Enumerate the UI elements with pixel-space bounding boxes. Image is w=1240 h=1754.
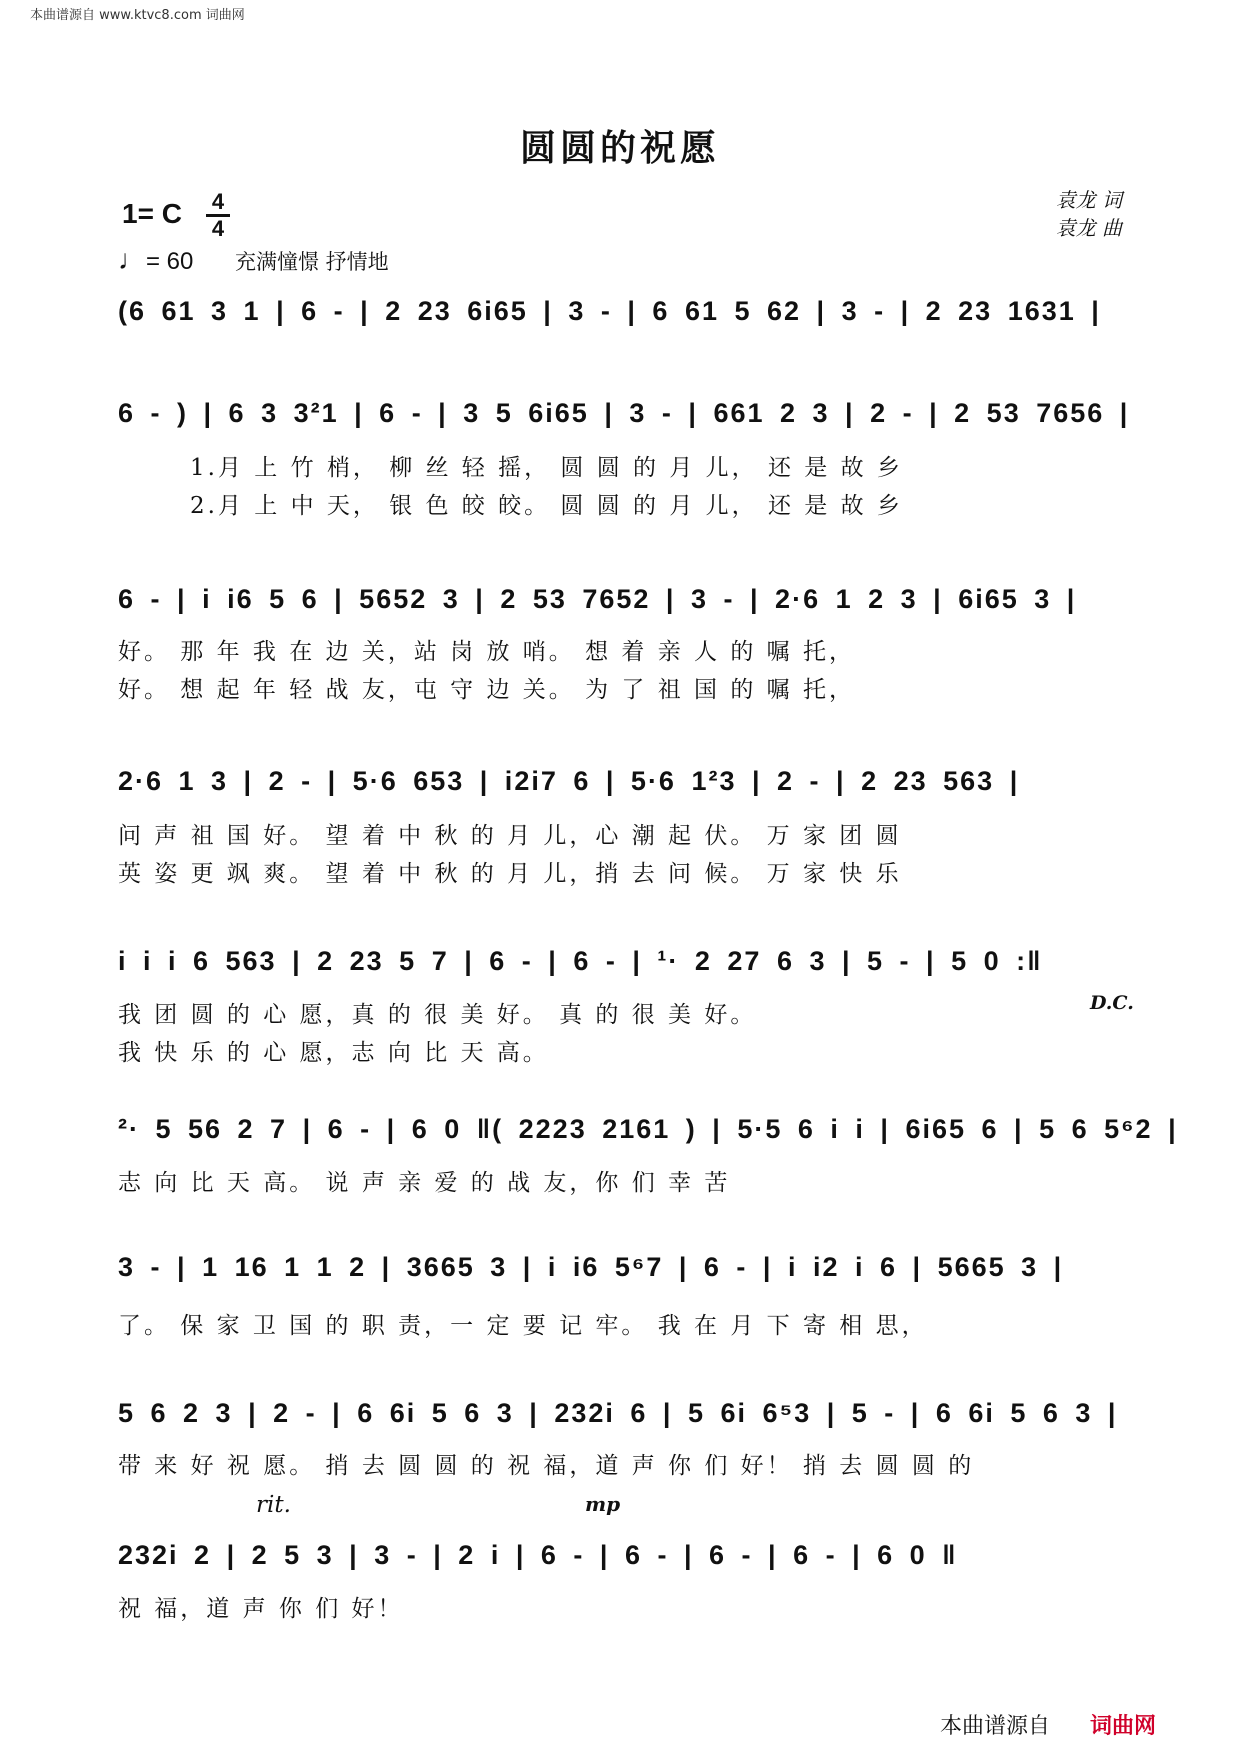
tempo-marking [118, 244, 193, 276]
score-line-3: 6 - | i i6 5 6 | 5652 3 | 2 53 7652 | 3 - | 2·6 1 2 3 | 6i65 3 | [118, 584, 1077, 614]
score-line-7: 3 - | 1 16 1 1 2 | 3665 3 | i i6 5⁶7 | 6 - | i i2 i 6 | 5665 3 | [118, 1252, 1064, 1282]
score-line-2: 6 - ) | 6 3 3²1 | 6 - | 3 5 6i65 | 3 - | 661 2 3 | 2 - | 2 53 7656 | [118, 398, 1130, 428]
score-line-5: i i i 6 563 | 2 23 5 7 | 6 - | 6 - | ¹· 2 27 6 3 | 5 - | 5 0 :‖ [118, 946, 1043, 976]
score-line-8: 5 6 2 3 | 2 - | 6 6i 5 6 3 | 232i 6 | 5 6i 6⁵3 | 5 - | 6 6i 5 6 3 | [118, 1398, 1118, 1428]
score-line-6: ²· 5 56 2 7 | 6 - | 6 0 ‖( 2223 2161 ) | 5·5 6 i i | 6i65 6 | 5 6 5⁶2 | [118, 1114, 1178, 1144]
rit-marking: rit. [256, 1492, 291, 1518]
dc-marking: D.C. [1090, 992, 1134, 1014]
lyric-line-5-verse-1: 我 团 圆 的 心 愿，真 的 很 美 好。 真 的 很 美 好。 [118, 1002, 757, 1028]
lyric-line-3-verse-2: 好。 想 起 年 轻 战 友，屯 守 边 关。 为 了 祖 国 的 嘱 托， [118, 677, 855, 703]
lyric-line-3-verse-1: 好。 那 年 我 在 边 关，站 岗 放 哨。 想 着 亲 人 的 嘱 托， [118, 639, 855, 665]
source-header: 本曲谱源自 www.ktvc8.com 词曲网 [30, 8, 245, 23]
lyric-line-5-verse-2: 我 快 乐 的 心 愿，志 向 比 天 高。 [118, 1040, 549, 1066]
lyric-line-4-verse-2: 英 姿 更 飒 爽。 望 着 中 秋 的 月 儿，捎 去 问 候。 万 家 快 乐 [118, 861, 902, 887]
time-signature-top: 4 [211, 189, 225, 214]
song-title: 圆圆的祝愿 [519, 127, 720, 169]
lyric-line-2-verse-1: 1.月 上 竹 梢， 柳 丝 轻 摇， 圆 圆 的 月 儿， 还 是 故 乡 [190, 455, 903, 481]
dynamic-mp-marking: mp [585, 1492, 621, 1516]
lyric-line-4-verse-1: 问 声 祖 国 好。 望 着 中 秋 的 月 儿，心 潮 起 伏。 万 家 团 圆 [118, 823, 902, 849]
composer-credit: 袁龙 曲 [1055, 216, 1122, 240]
footer-site-logo[interactable]: 词曲网 [1089, 1714, 1156, 1739]
quarter-note-icon: ♩ [118, 244, 146, 275]
time-signature [204, 190, 232, 241]
score-line-9: 232i 2 | 2 5 3 | 3 - | 2 i | 6 - | 6 - | 6 - | 6 - | 6 0 ‖ [118, 1540, 958, 1570]
lyric-line-2-verse-2: 2.月 上 中 天， 银 色 皎 皎。 圆 圆 的 月 儿， 还 是 故 乡 [190, 493, 903, 519]
time-signature-bottom: 4 [211, 216, 225, 241]
lyric-line-9: 祝 福，道 声 你 们 好！ [118, 1596, 404, 1622]
score-line-4: 2·6 1 3 | 2 - | 5·6 653 | i2i7 6 | 5·6 1²3 | 2 - | 2 23 563 | [118, 766, 1020, 796]
key-signature: 1= C [122, 198, 182, 229]
footer-source-label: 本曲谱源自 [939, 1714, 1050, 1739]
score-line-1: (6 61 3 1 | 6 - | 2 23 6i65 | 3 - | 6 61 5 62 | 3 - | 2 23 1631 | [118, 296, 1101, 326]
tempo-description: 充满憧憬 抒情地 [235, 250, 389, 274]
lyric-line-7: 了。 保 家 卫 国 的 职 责，一 定 要 记 牢。 我 在 月 下 寄 相 思， [118, 1313, 928, 1339]
tempo-value: = 60 [146, 248, 194, 275]
lyricist-credit: 袁龙 词 [1055, 188, 1122, 212]
lyric-line-8: 带 来 好 祝 愿。 捎 去 圆 圆 的 祝 福，道 声 你 们 好！ 捎 去 圆 圆 的 [118, 1453, 975, 1479]
lyric-line-6: 志 向 比 天 高。 说 声 亲 爱 的 战 友，你 们 幸 苦 [118, 1170, 731, 1196]
